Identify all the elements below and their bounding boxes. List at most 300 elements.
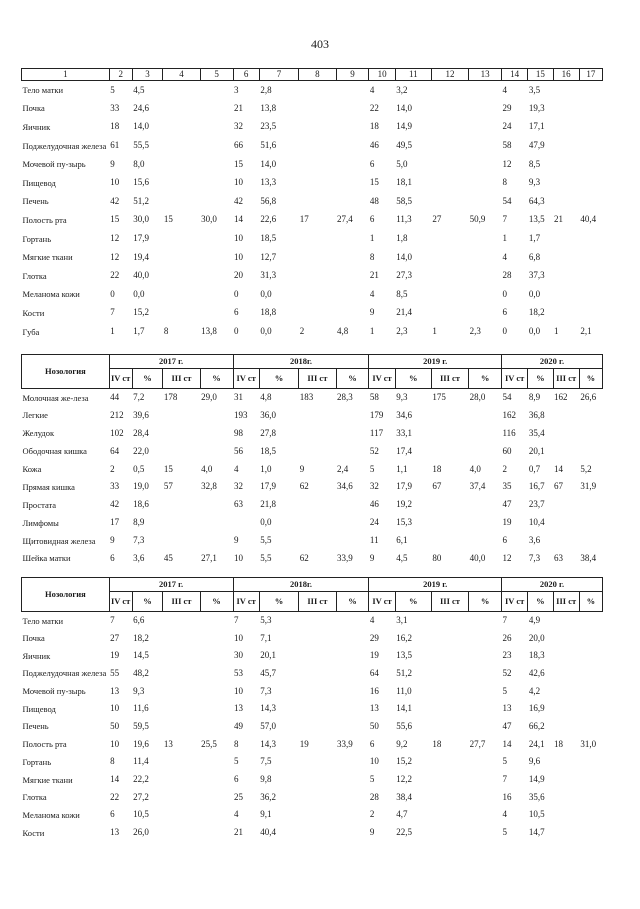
table-cell: 17,9 bbox=[260, 481, 277, 492]
table-cell bbox=[431, 248, 468, 267]
table-cell bbox=[469, 514, 502, 532]
table-cell bbox=[163, 824, 200, 842]
table-cell bbox=[200, 532, 233, 550]
table-cell: 80 bbox=[432, 552, 442, 563]
table-cell: 10 bbox=[110, 703, 120, 714]
table-cell bbox=[469, 753, 502, 771]
table-cell: 9,6 bbox=[528, 756, 541, 767]
table-cell: 36,0 bbox=[260, 409, 277, 420]
table-cell: 9,3 bbox=[133, 685, 145, 696]
table-cell bbox=[336, 266, 369, 285]
subcolumn-header: IV ст bbox=[233, 369, 259, 389]
table-cell: 33 bbox=[110, 102, 120, 113]
table-cell: 28,4 bbox=[133, 427, 149, 438]
table-cell: 45,7 bbox=[260, 667, 277, 678]
table-cell: 9 bbox=[369, 827, 375, 838]
table-cell bbox=[579, 629, 602, 647]
table-cell bbox=[431, 682, 468, 700]
table-cell bbox=[163, 81, 200, 100]
table-cell: 16,2 bbox=[396, 632, 412, 643]
table-cell: 36,2 bbox=[260, 791, 277, 802]
table-cell bbox=[163, 266, 200, 285]
table-cell: 60 bbox=[502, 445, 512, 456]
table-cell bbox=[579, 118, 602, 137]
table-cell: 0,0 bbox=[260, 517, 272, 528]
column-number: 12 bbox=[431, 69, 468, 81]
table-cell bbox=[469, 81, 502, 100]
table-cell bbox=[336, 629, 369, 647]
table-cell bbox=[553, 682, 579, 700]
table-cell: 18,1 bbox=[396, 177, 412, 188]
table-cell bbox=[553, 248, 579, 267]
table-cell bbox=[200, 99, 233, 118]
table-cell: 7,2 bbox=[133, 392, 145, 403]
table-cell: 13,5 bbox=[528, 214, 545, 225]
table-cell: 13 bbox=[110, 827, 120, 838]
table-cell: 10 bbox=[369, 756, 379, 767]
table-cell: 64 bbox=[369, 667, 379, 678]
table-cell: 212 bbox=[110, 409, 124, 420]
table-cell: 13,8 bbox=[201, 326, 217, 337]
table-cell: 22 bbox=[110, 791, 120, 802]
table-cell: 49 bbox=[234, 720, 243, 731]
row-label: Тело матки bbox=[22, 615, 64, 626]
subcolumn-header: IV ст bbox=[502, 369, 528, 389]
column-number: 17 bbox=[579, 69, 602, 81]
table-cell: 27,3 bbox=[396, 270, 412, 281]
table-cell bbox=[579, 192, 602, 211]
table-row bbox=[22, 248, 603, 267]
table-cell bbox=[163, 192, 200, 211]
table-cell: 178 bbox=[163, 392, 178, 403]
table-row bbox=[22, 788, 603, 806]
table-cell: 58 bbox=[502, 140, 512, 151]
table-cell: 10 bbox=[234, 251, 244, 262]
table-cell: 6 bbox=[110, 809, 115, 820]
row-label: Яичник bbox=[22, 121, 51, 132]
table-cell bbox=[431, 304, 468, 323]
table-cell bbox=[579, 824, 602, 842]
table-cell bbox=[431, 155, 468, 174]
table-row bbox=[22, 514, 603, 532]
table-cell bbox=[163, 173, 200, 192]
subcolumn-header: % bbox=[528, 369, 553, 389]
table-cell: 12 bbox=[502, 552, 512, 563]
table-cell: 7,3 bbox=[133, 535, 145, 546]
table-cell bbox=[299, 612, 336, 630]
table-cell: 1,7 bbox=[528, 233, 541, 244]
table-cell bbox=[579, 424, 602, 442]
table-cell: 4 bbox=[369, 84, 375, 95]
subcolumn-header: % bbox=[200, 369, 233, 389]
table-cell: 17 bbox=[110, 517, 120, 528]
table-cell: 8,5 bbox=[396, 288, 408, 299]
table-cell bbox=[200, 682, 233, 700]
table-cell bbox=[431, 136, 468, 155]
table-row bbox=[22, 406, 603, 424]
table-cell: 45 bbox=[163, 552, 173, 563]
table-cell bbox=[299, 173, 336, 192]
table-cell bbox=[200, 629, 233, 647]
table-cell: 30,0 bbox=[201, 214, 217, 225]
table-cell bbox=[163, 612, 200, 630]
table-cell: 12 bbox=[110, 233, 120, 244]
subcolumn-header: III ст bbox=[299, 369, 336, 389]
table-cell: 102 bbox=[110, 427, 124, 438]
subcolumn-header: % bbox=[469, 369, 502, 389]
table-cell bbox=[200, 406, 233, 424]
table-cell bbox=[336, 99, 369, 118]
table-cell: 9,3 bbox=[396, 392, 408, 403]
subcolumn-header: III ст bbox=[553, 369, 579, 389]
table-cell: 49,5 bbox=[396, 140, 412, 151]
table-cell: 42 bbox=[234, 195, 244, 206]
table-cell: 46 bbox=[369, 140, 379, 151]
row-label: Гортань bbox=[22, 756, 52, 767]
table-cell bbox=[431, 442, 468, 460]
table-cell: 11,3 bbox=[396, 214, 412, 225]
table-cell: 4 bbox=[234, 809, 239, 820]
table-cell: 58,5 bbox=[396, 195, 412, 206]
table-cell bbox=[431, 700, 468, 718]
column-number: 6 bbox=[233, 69, 259, 81]
table-cell: 57 bbox=[163, 481, 173, 492]
table-cell: 5,5 bbox=[260, 535, 272, 546]
table-cell: 17,9 bbox=[133, 233, 149, 244]
table-cell: 3,6 bbox=[133, 552, 145, 563]
table-cell: 6 bbox=[369, 738, 375, 749]
table-cell: 63 bbox=[234, 499, 243, 510]
table-cell bbox=[336, 824, 369, 842]
table-cell: 54 bbox=[502, 392, 512, 403]
table-cell bbox=[579, 99, 602, 118]
table-cell: 64,3 bbox=[528, 195, 545, 206]
table-cell bbox=[469, 99, 502, 118]
table-cell bbox=[336, 424, 369, 442]
row-label: Простата bbox=[22, 499, 57, 510]
table-cell bbox=[163, 406, 200, 424]
table-cell: 15 bbox=[163, 463, 173, 474]
table-cell bbox=[579, 496, 602, 514]
table-cell bbox=[299, 753, 336, 771]
table-cell: 6 bbox=[110, 552, 115, 563]
table-cell: 9 bbox=[110, 158, 115, 169]
table-row bbox=[22, 229, 603, 248]
table-cell: 1,0 bbox=[260, 463, 272, 474]
table-cell bbox=[163, 99, 200, 118]
table-cell: 56,8 bbox=[260, 195, 277, 206]
table-cell: 0,0 bbox=[260, 326, 272, 337]
table-cell bbox=[553, 285, 579, 304]
row-label: Меланома кожи bbox=[22, 809, 80, 820]
table-cell: 56 bbox=[234, 445, 243, 456]
table-cell bbox=[553, 824, 579, 842]
table-cell: 5,0 bbox=[396, 158, 408, 169]
table-cell bbox=[163, 700, 200, 718]
column-number: 2 bbox=[109, 69, 132, 81]
table-cell: 47,9 bbox=[528, 140, 545, 151]
subcolumn-header: % bbox=[579, 369, 602, 389]
table-cell: 4,7 bbox=[396, 809, 408, 820]
table-cell bbox=[431, 647, 468, 665]
table-cell bbox=[200, 173, 233, 192]
table-cell bbox=[163, 718, 200, 736]
table-cell bbox=[431, 824, 468, 842]
table-cell bbox=[469, 612, 502, 630]
row-label: Почка bbox=[22, 633, 45, 644]
table-cell: 17,4 bbox=[396, 445, 412, 456]
table-cell: 67 bbox=[554, 481, 564, 492]
table-row bbox=[22, 753, 603, 771]
table-cell: 11,0 bbox=[396, 685, 412, 696]
table-cell: 15 bbox=[369, 177, 379, 188]
table-cell bbox=[299, 496, 336, 514]
table-cell: 27,8 bbox=[260, 427, 277, 438]
table-cell bbox=[336, 612, 369, 630]
table-cell: 4,2 bbox=[528, 685, 541, 696]
table-cell: 7 bbox=[110, 307, 115, 318]
table-cell: 9 bbox=[110, 535, 115, 546]
table-cell: 18 bbox=[432, 463, 442, 474]
table-cell bbox=[469, 285, 502, 304]
table-cell bbox=[299, 665, 336, 683]
column-number: 5 bbox=[200, 69, 233, 81]
row-label: Полость рта bbox=[22, 739, 67, 750]
table-cell bbox=[469, 442, 502, 460]
row-label: Меланома кожи bbox=[22, 289, 80, 300]
table-row bbox=[22, 136, 603, 155]
table-cell: 5 bbox=[234, 756, 239, 767]
row-label: Мягкие ткани bbox=[22, 252, 73, 263]
table-cell bbox=[431, 285, 468, 304]
table-cell: 179 bbox=[369, 409, 384, 420]
table-cell: 5,2 bbox=[580, 463, 592, 474]
column-number: 10 bbox=[369, 69, 395, 81]
table-cell bbox=[553, 192, 579, 211]
table-1 bbox=[21, 68, 603, 341]
table-cell bbox=[431, 665, 468, 683]
table-cell: 4 bbox=[369, 288, 375, 299]
table-cell bbox=[553, 718, 579, 736]
table-cell: 116 bbox=[502, 427, 516, 438]
table-cell: 29,0 bbox=[201, 392, 217, 403]
table-cell: 4 bbox=[369, 615, 375, 626]
table-cell bbox=[163, 118, 200, 137]
table-cell: 57,0 bbox=[260, 720, 277, 731]
table-cell: 42 bbox=[110, 499, 120, 510]
table-cell: 9,2 bbox=[396, 738, 408, 749]
table-cell: 10 bbox=[234, 233, 244, 244]
table-cell bbox=[553, 229, 579, 248]
table-cell: 18,3 bbox=[528, 650, 545, 661]
table-cell: 32 bbox=[234, 481, 243, 492]
table-cell: 18 bbox=[554, 738, 564, 749]
subcolumn-header: III ст bbox=[431, 592, 468, 612]
table-cell: 33,9 bbox=[337, 738, 353, 749]
row-label: Кожа bbox=[22, 464, 42, 474]
table-cell bbox=[553, 532, 579, 550]
table-cell bbox=[579, 81, 602, 100]
table-cell: 54 bbox=[502, 195, 512, 206]
table-cell bbox=[299, 788, 336, 806]
table-cell: 8,9 bbox=[528, 392, 541, 403]
row-label: Полость рта bbox=[22, 214, 67, 225]
table-cell: 32 bbox=[369, 481, 379, 492]
table-cell: 15 bbox=[163, 214, 173, 225]
table-cell: 18,5 bbox=[260, 233, 277, 244]
subcolumn-header: IV ст bbox=[109, 592, 132, 612]
table-cell: 17 bbox=[299, 214, 309, 225]
table-cell: 24 bbox=[502, 121, 512, 132]
table-cell bbox=[336, 532, 369, 550]
table-cell: 42,6 bbox=[528, 667, 545, 678]
table-cell bbox=[299, 99, 336, 118]
table-cell: 26 bbox=[502, 632, 512, 643]
table-3 bbox=[21, 577, 603, 841]
table-cell bbox=[553, 753, 579, 771]
table-cell: 31,9 bbox=[580, 481, 597, 492]
table-cell: 6 bbox=[369, 214, 375, 225]
table-cell: 19 bbox=[110, 650, 120, 661]
table-cell bbox=[336, 753, 369, 771]
table-cell bbox=[553, 496, 579, 514]
table-cell bbox=[469, 248, 502, 267]
table-cell: 8 bbox=[502, 177, 508, 188]
table-cell bbox=[579, 136, 602, 155]
row-label: Желудок bbox=[22, 428, 55, 439]
table-cell: 22 bbox=[369, 102, 379, 113]
table-cell: 14,3 bbox=[260, 703, 277, 714]
table-row bbox=[22, 496, 603, 514]
table-cell: 18,5 bbox=[260, 445, 277, 456]
table-cell: 14 bbox=[234, 214, 244, 225]
table-cell: 19 bbox=[369, 650, 379, 661]
table-cell: 14,5 bbox=[133, 650, 149, 661]
table-cell: 4 bbox=[502, 809, 508, 820]
table-cell: 2 bbox=[299, 326, 305, 337]
table-cell: 52 bbox=[369, 445, 379, 456]
table-cell: 40,0 bbox=[469, 552, 486, 563]
table-cell: 21 bbox=[369, 270, 379, 281]
table-cell bbox=[163, 532, 200, 550]
table-cell: 35 bbox=[502, 481, 512, 492]
table-cell bbox=[469, 629, 502, 647]
table-cell bbox=[200, 700, 233, 718]
table-cell: 1 bbox=[554, 326, 559, 337]
table-cell bbox=[469, 647, 502, 665]
table-cell: 37,4 bbox=[469, 481, 486, 492]
table-cell bbox=[200, 229, 233, 248]
table-cell: 16,7 bbox=[528, 481, 545, 492]
table-cell bbox=[469, 788, 502, 806]
table-cell: 162 bbox=[554, 392, 568, 403]
table-cell: 14 bbox=[554, 463, 564, 474]
table-cell: 62 bbox=[299, 481, 309, 492]
year-header: 2020 г. bbox=[502, 578, 603, 592]
table-cell bbox=[469, 806, 502, 824]
table-cell bbox=[579, 700, 602, 718]
table-cell: 13 bbox=[163, 738, 173, 749]
table-row bbox=[22, 806, 603, 824]
table-cell: 5 bbox=[369, 463, 375, 474]
table-cell: 16 bbox=[369, 685, 379, 696]
table-cell: 7,1 bbox=[260, 632, 272, 643]
table-cell: 10 bbox=[110, 177, 120, 188]
table-cell: 17,1 bbox=[528, 121, 545, 132]
table-cell: 40,4 bbox=[260, 827, 277, 838]
table-cell: 13 bbox=[110, 685, 120, 696]
table-cell bbox=[299, 629, 336, 647]
table-cell: 14,7 bbox=[528, 827, 545, 838]
table-row bbox=[22, 532, 603, 550]
table-cell: 0,5 bbox=[133, 463, 145, 474]
table-cell: 7 bbox=[502, 774, 508, 785]
table-cell bbox=[336, 771, 369, 789]
table-cell: 12 bbox=[110, 251, 120, 262]
table-cell bbox=[431, 612, 468, 630]
table-cell: 10 bbox=[234, 552, 243, 563]
table-cell bbox=[200, 136, 233, 155]
column-number: 15 bbox=[528, 69, 553, 81]
table-cell: 26,6 bbox=[580, 392, 597, 403]
row-label: Пищевод bbox=[22, 703, 56, 714]
table-cell bbox=[579, 406, 602, 424]
table-cell: 0 bbox=[234, 326, 239, 337]
table-row bbox=[22, 682, 603, 700]
table-cell: 33,1 bbox=[396, 427, 412, 438]
table-cell: 18 bbox=[110, 121, 120, 132]
table-cell: 6 bbox=[234, 307, 239, 318]
table-cell: 0 bbox=[502, 288, 508, 299]
table-cell: 8,0 bbox=[133, 158, 145, 169]
table-cell: 22,5 bbox=[396, 827, 412, 838]
table-cell: 1,1 bbox=[396, 463, 408, 474]
table-cell: 18,2 bbox=[528, 307, 545, 318]
table-cell: 10 bbox=[110, 738, 120, 749]
table-cell: 175 bbox=[432, 392, 446, 403]
year-header: 2018г. bbox=[233, 578, 369, 592]
table-cell bbox=[336, 496, 369, 514]
year-header: 2019 г. bbox=[369, 355, 502, 369]
table-cell bbox=[469, 173, 502, 192]
subcolumn-header: III ст bbox=[299, 592, 336, 612]
header-row-years bbox=[22, 355, 603, 369]
nosology-header: Нозология bbox=[22, 355, 110, 389]
table-cell bbox=[163, 285, 200, 304]
table-cell: 40,0 bbox=[133, 270, 149, 281]
table-cell bbox=[299, 806, 336, 824]
table-cell bbox=[431, 406, 468, 424]
table-cell: 14 bbox=[110, 774, 120, 785]
subcolumn-header: % bbox=[132, 369, 163, 389]
year-header: 2017 г. bbox=[109, 578, 233, 592]
table-row bbox=[22, 735, 603, 753]
table-cell: 6 bbox=[234, 774, 239, 785]
table-cell: 2,1 bbox=[580, 326, 592, 337]
table-cell bbox=[336, 406, 369, 424]
table-row bbox=[22, 389, 603, 407]
column-number: 1 bbox=[22, 69, 110, 81]
subcolumn-header: % bbox=[259, 592, 298, 612]
table-cell bbox=[299, 248, 336, 267]
table-cell: 4 bbox=[502, 84, 508, 95]
table-cell: 63 bbox=[554, 552, 564, 563]
table-cell bbox=[299, 442, 336, 460]
table-cell bbox=[200, 155, 233, 174]
table-cell bbox=[579, 806, 602, 824]
table-cell: 11,4 bbox=[133, 756, 149, 767]
table-cell: 6 bbox=[502, 535, 508, 546]
